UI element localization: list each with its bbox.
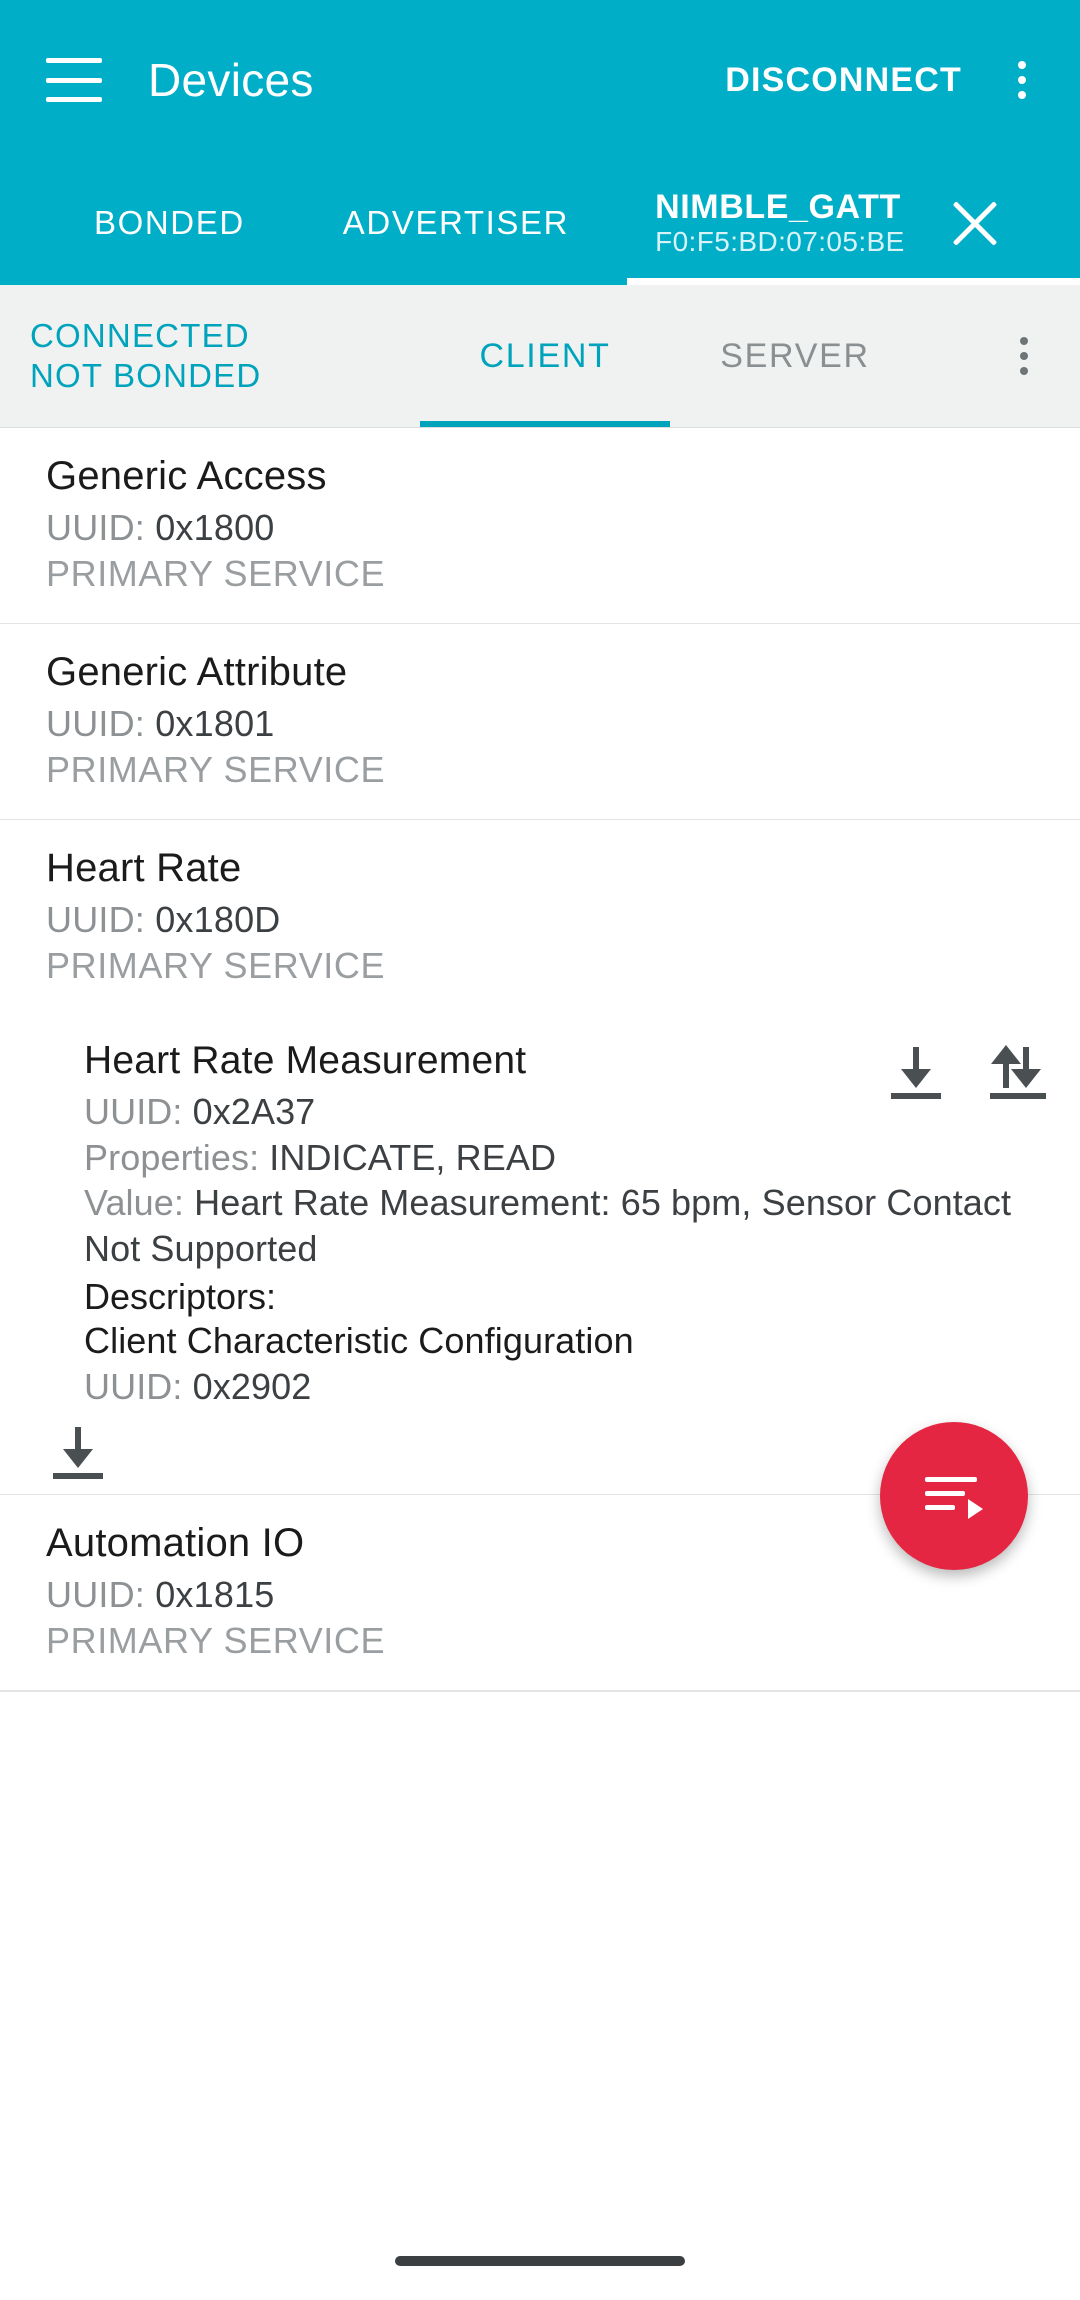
arrow-base (891, 1093, 941, 1099)
tab-server[interactable]: SERVER (720, 336, 870, 375)
uuid-value: 0x2A37 (192, 1091, 316, 1132)
more-vertical-icon-status[interactable] (996, 328, 1052, 384)
play-triangle (968, 1499, 983, 1519)
service-name: Generic Access (46, 454, 327, 498)
connection-state: CONNECTED (30, 316, 250, 354)
dot (1020, 352, 1028, 360)
tab-client[interactable]: CLIENT (420, 285, 670, 427)
properties-value: INDICATE, READ (269, 1136, 557, 1178)
close-icon[interactable] (938, 186, 1012, 260)
uuid-label: UUID: (46, 1574, 145, 1616)
list-item[interactable] (0, 820, 1080, 1015)
line (925, 1491, 965, 1496)
service-type: PRIMARY SERVICE (46, 553, 386, 594)
uuid-value: 0x1815 (155, 1574, 275, 1616)
playlist-play-icon (925, 1473, 983, 1519)
value-text: Heart Rate Measurement: 65 bpm, Sensor Contact Not Supported (84, 1182, 1012, 1270)
service-name: Heart Rate (46, 846, 242, 890)
service-type: PRIMARY SERVICE (46, 749, 386, 790)
descriptor-uuid (84, 1364, 1050, 1410)
service-uuid (46, 899, 1050, 941)
service-type: PRIMARY SERVICE (46, 945, 386, 986)
uuid-value: 0x1801 (155, 703, 275, 744)
empty-area (0, 1691, 1080, 1692)
list-item[interactable] (0, 428, 1080, 624)
hamburger-icon[interactable] (46, 58, 102, 102)
arrow-up-shaft (1003, 1060, 1009, 1088)
device-tab-labels (655, 188, 905, 257)
log-fab-button[interactable] (880, 1422, 1028, 1570)
dot (1018, 76, 1026, 84)
characteristic-value (84, 1180, 1050, 1271)
hamburger-line (46, 97, 102, 102)
service-name: Generic Attribute (46, 650, 348, 694)
read-write-icon[interactable] (990, 1045, 1046, 1103)
arrow-up-head (991, 1045, 1021, 1064)
hamburger-line (46, 58, 102, 63)
download-read-icon[interactable] (888, 1045, 944, 1103)
more-vertical-icon[interactable] (994, 52, 1050, 108)
arrow-base (990, 1093, 1046, 1099)
uuid-value: 0x1800 (155, 507, 275, 548)
page-title: Devices (148, 54, 314, 106)
device-tab-bar (0, 160, 1080, 285)
characteristic-row[interactable] (0, 1015, 1080, 1494)
service-uuid (46, 1574, 1050, 1616)
uuid-label: UUID: (46, 899, 145, 940)
download-read-icon-descriptor[interactable] (50, 1425, 106, 1483)
app-bar-top-row (0, 0, 1080, 160)
app-bar (0, 0, 1080, 285)
device-name: NIMBLE_GATT (655, 187, 901, 226)
uuid-label: UUID: (46, 507, 145, 548)
properties-label: Properties: (84, 1136, 260, 1178)
bond-state: NOT BONDED (30, 357, 262, 394)
service-uuid (46, 703, 1050, 745)
uuid-label: UUID: (46, 703, 145, 744)
uuid-value: 0x2902 (192, 1365, 312, 1407)
characteristic-actions (888, 1045, 1046, 1103)
characteristic-name: Heart Rate Measurement (84, 1039, 527, 1082)
list-item[interactable] (0, 624, 1080, 820)
line (925, 1505, 955, 1510)
device-address: F0:F5:BD:07:05:BE (655, 225, 905, 257)
dot (1020, 367, 1028, 375)
home-gesture-pill[interactable] (395, 2256, 685, 2266)
service-name: Automation IO (46, 1521, 305, 1566)
descriptors-label: Descriptors: (84, 1275, 277, 1317)
system-navigation-bar (0, 2222, 1080, 2300)
arrow-down-head (1011, 1069, 1041, 1088)
service-heart-rate-group (0, 820, 1080, 1494)
characteristic-properties (84, 1135, 1050, 1181)
arrow-head (901, 1069, 931, 1088)
value-label: Value: (84, 1182, 185, 1224)
service-uuid (46, 507, 1050, 549)
gatt-service-list (0, 428, 1080, 2222)
dot (1018, 61, 1026, 69)
arrow-head (63, 1449, 93, 1468)
dot (1020, 337, 1028, 345)
connection-status-bar (0, 285, 1080, 428)
descriptor-name: Client Characteristic Configuration (84, 1319, 634, 1361)
uuid-label: UUID: (84, 1091, 183, 1132)
uuid-label: UUID: (84, 1365, 183, 1407)
uuid-value: 0x180D (155, 899, 281, 940)
arrow-base (53, 1473, 103, 1479)
line (925, 1477, 977, 1482)
service-type: PRIMARY SERVICE (46, 1620, 386, 1662)
status-badge (0, 285, 420, 427)
tab-device-nimble-gatt[interactable] (627, 160, 1080, 285)
tab-bonded[interactable]: BONDED (94, 203, 245, 241)
hamburger-line (46, 78, 102, 83)
tab-advertiser[interactable]: ADVERTISER (342, 203, 570, 241)
dot (1018, 91, 1026, 99)
disconnect-button[interactable]: DISCONNECT (725, 60, 962, 99)
